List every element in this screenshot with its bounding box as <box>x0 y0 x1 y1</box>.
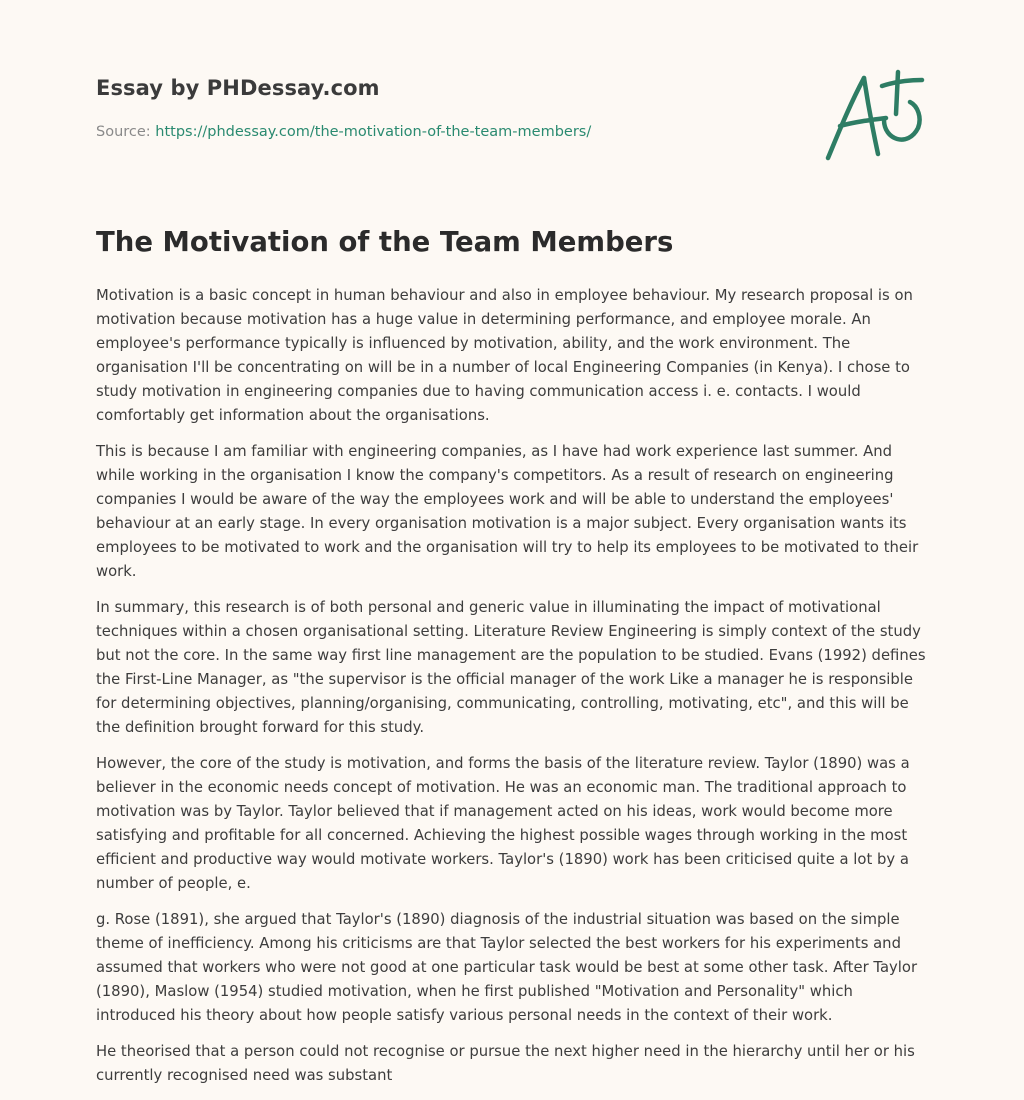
essay-paragraph: In summary, this research is of both personal and generic value in illuminating the impact of motivational techniques within a chosen organisational setting. Literature Review Engineering is simply context of the study but not the core. In the same way first line management are the population to be studied. Evans (1992) defines the First-Line Manager, as "the supervisor is the official manager of the work Like a manager he is responsible for determining objectives, planning/organising, communicating, controlling, motivating, etc", and this will be the definition brought forward for this study. <box>96 599 926 736</box>
essay-paragraph: g. Rose (1891), she argued that Taylor's (1890) diagnosis of the industrial situation was based on the simple theme of inefficiency. Among his criticisms are that Taylor selected the best workers for his experiments and assumed that workers who were not good at one particular task would be best at some other task. After Taylor (1890), Maslow (1954) studied motivation, when he first published "Motivation and Personality" which introduced his theory about how people satisfy various personal needs in the context of their work. <box>96 911 918 1024</box>
source-label: Source: <box>96 124 156 140</box>
site-title: Essay by PHDessay.com <box>96 76 380 100</box>
source-link[interactable]: https://phdessay.com/the-motivation-of-the-team-members/ <box>155 124 592 140</box>
essay-title: The Motivation of the Team Members <box>96 226 674 258</box>
essay-paragraph: Motivation is a basic concept in human behaviour and also in employee behaviour. My research proposal is on motivation because motivation has a huge value in determining performance, and employee morale. An employee's performance typically is influenced by motivation, ability, and the work environment. The organisation I'll be concentrating on will be in a number of local Engineering Companies (in Kenya). I chose to study motivation in engineering companies due to having communication access i. e. contacts. I would comfortably get information about the organisations. <box>96 287 913 424</box>
essay-paragraph: However, the core of the study is motivation, and forms the basis of the literature review. Taylor (1890) was a believer in the economic needs concept of motivation. He was an economic man. The traditional approach to motivation was by Taylor. Taylor believed that if management acted on his ideas, work would become more satisfying and profitable for all concerned. Achieving the highest possible wages through working in the most efficient and productive way would motivate workers. Taylor's (1890) work has been criticised quite a lot by a number of people, e. <box>96 755 910 892</box>
essay-paragraph: This is because I am familiar with engineering companies, as I have had work experience last summer. And while working in the organisation I know the company's competitors. As a result of research on engineering companies I would be aware of the way the employees work and will be able to understand the employees' behaviour at an early stage. In every organisation motivation is a major subject. Every organisation wants its employees to be motivated to work and the organisation will try to help its employees to be motivated to their work. <box>96 443 919 580</box>
a-plus-logo-icon <box>818 64 930 168</box>
header <box>96 76 380 100</box>
source-line <box>96 124 591 140</box>
essay-paragraph: He theorised that a person could not recognise or pursue the next higher need in the hierarchy until her or his currently recognised need was substant <box>96 1043 915 1084</box>
essay-body <box>96 284 932 1100</box>
